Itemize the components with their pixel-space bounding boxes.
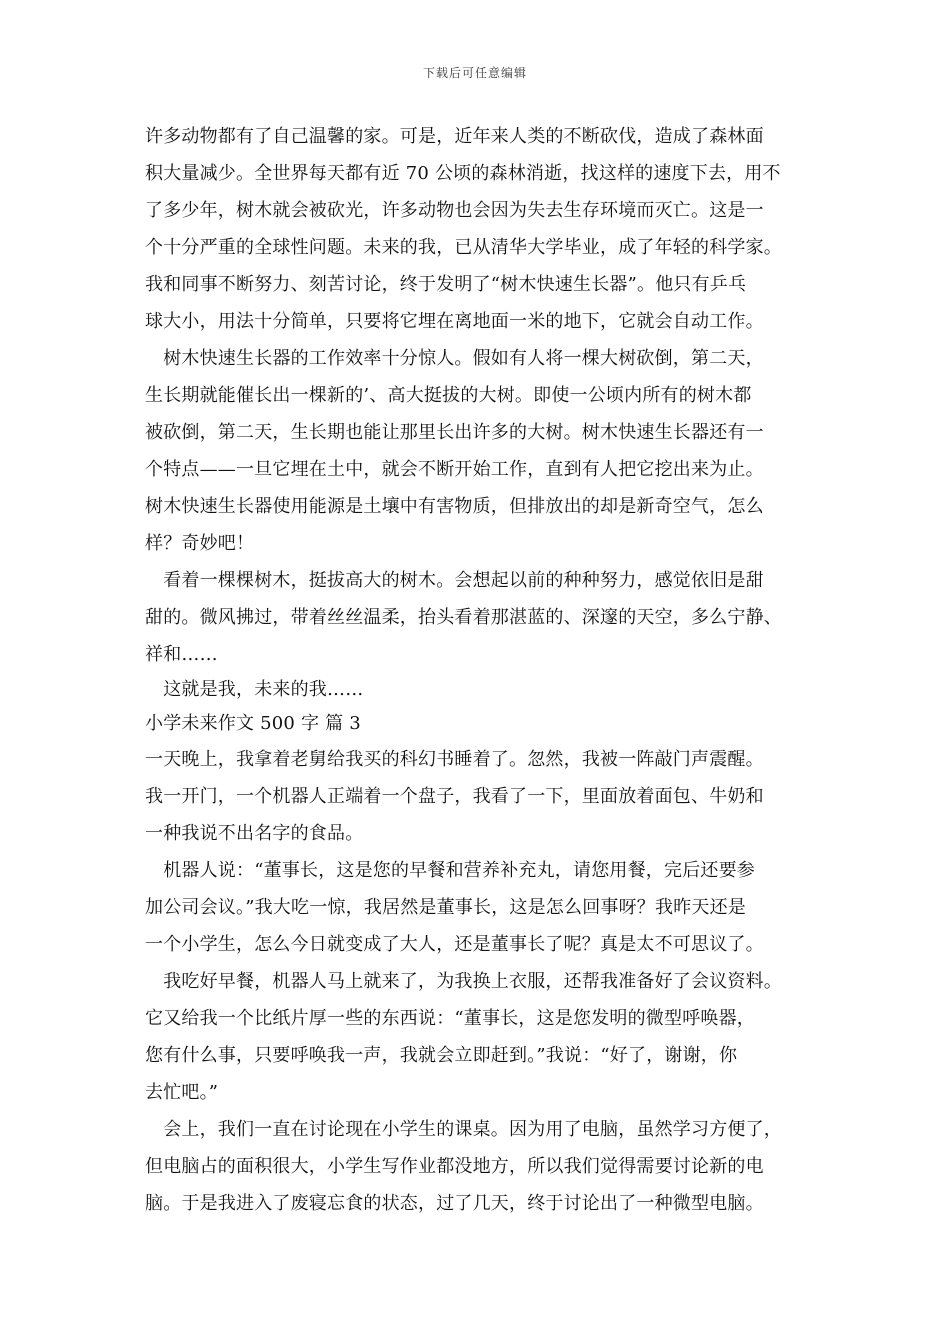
text-line: 一个小学生，怎么今日就变成了大人，还是董事长了呢？真是太不可思议了。 [145, 934, 764, 955]
section-heading: 小学未来作文 500 字 篇 3 [145, 713, 361, 734]
text-line: 我一开门，一个机器人正端着一个盘子，我看了一下，里面放着面包、牛奶和 [145, 786, 764, 807]
text-line: 被砍倒，第二天，生长期也能让那里长出许多的大树。树木快速生长器还有一 [145, 422, 764, 443]
text-line: 祥和…… [145, 644, 218, 665]
text-line: 看着一棵棵树木，挺拔高大的树木。会想起以前的种种努力，感觉依旧是甜 [145, 570, 764, 591]
text-line: 积大量减少。全世界每天都有近 70 公顷的森林消逝，找这样的速度下去，用不 [145, 163, 781, 184]
text-line: 个特点——一旦它埋在土中，就会不断开始工作，直到有人把它挖出来为止。 [145, 459, 764, 480]
text-line: 但电脑占的面积很大，小学生写作业都没地方，所以我们觉得需要讨论新的电 [145, 1156, 764, 1177]
text-line: 样？奇妙吧！ [145, 533, 255, 554]
text-line: 生长期就能催长出一棵新的’、高大挺拔的大树。即使一公顷内所有的树木都 [145, 385, 752, 406]
text-line: 我和同事不断努力、刻苦讨论，终于发明了“树木快速生长器”。他只有乒乓 [145, 274, 747, 295]
text-line: 这就是我，未来的我…… [145, 679, 364, 700]
text-line: 去忙吧。” [145, 1082, 219, 1103]
text-line: 加公司会议。”我大吃一惊，我居然是董事长，这是怎么回事呀？我昨天还是 [145, 897, 746, 918]
text-line: 甜的。微风拂过，带着丝丝温柔，抬头看着那湛蓝的、深邃的天空，多么宁静、 [145, 607, 782, 628]
text-line: 球大小，用法十分简单，只要将它埋在离地面一米的地下，它就会自动工作。 [145, 311, 764, 332]
text-line: 一天晚上，我拿着老舅给我买的科幻书睡着了。忽然，我被一阵敲门声震醒。 [145, 749, 764, 770]
text-line: 树木快速生长器的工作效率十分惊人。假如有人将一棵大树砍倒，第二天， [145, 348, 764, 369]
page-header: 下载后可任意编辑 [422, 66, 527, 80]
text-line: 树木快速生长器使用能源是土壤中有害物质，但排放出的却是新奇空气，怎么 [145, 496, 764, 517]
text-line: 我吃好早餐，机器人马上就来了，为我换上衣服，还帮我准备好了会议资料。 [145, 971, 782, 992]
text-line: 会上，我们一直在讨论现在小学生的课桌。因为用了电脑，虽然学习方便了， [145, 1119, 782, 1140]
text-line: 您有什么事，只要呼唤我一声，我就会立即赶到。”我说：“好了，谢谢，你 [145, 1045, 738, 1066]
text-line: 它又给我一个比纸片厚一些的东西说：“董事长，这是您发明的微型呼唤器， [145, 1008, 755, 1029]
text-line: 机器人说：“董事长，这是您的早餐和营养补充丸，请您用餐，完后还要参 [145, 860, 755, 881]
text-line: 个十分严重的全球性问题。未来的我，已从清华大学毕业，成了年轻的科学家。 [145, 237, 782, 258]
text-line: 一种我说不出名字的食品。 [145, 823, 364, 844]
text-line: 脑。于是我进入了废寝忘食的状态，过了几天，终于讨论出了一种微型电脑。 [145, 1193, 764, 1214]
text-line: 了多少年，树木就会被砍光，许多动物也会因为失去生存环境而灭亡。这是一 [145, 200, 764, 221]
essay-body [145, 118, 835, 1222]
text-line: 许多动物都有了自己温馨的家。可是，近年来人类的不断砍伐，造成了森林面 [145, 126, 764, 147]
